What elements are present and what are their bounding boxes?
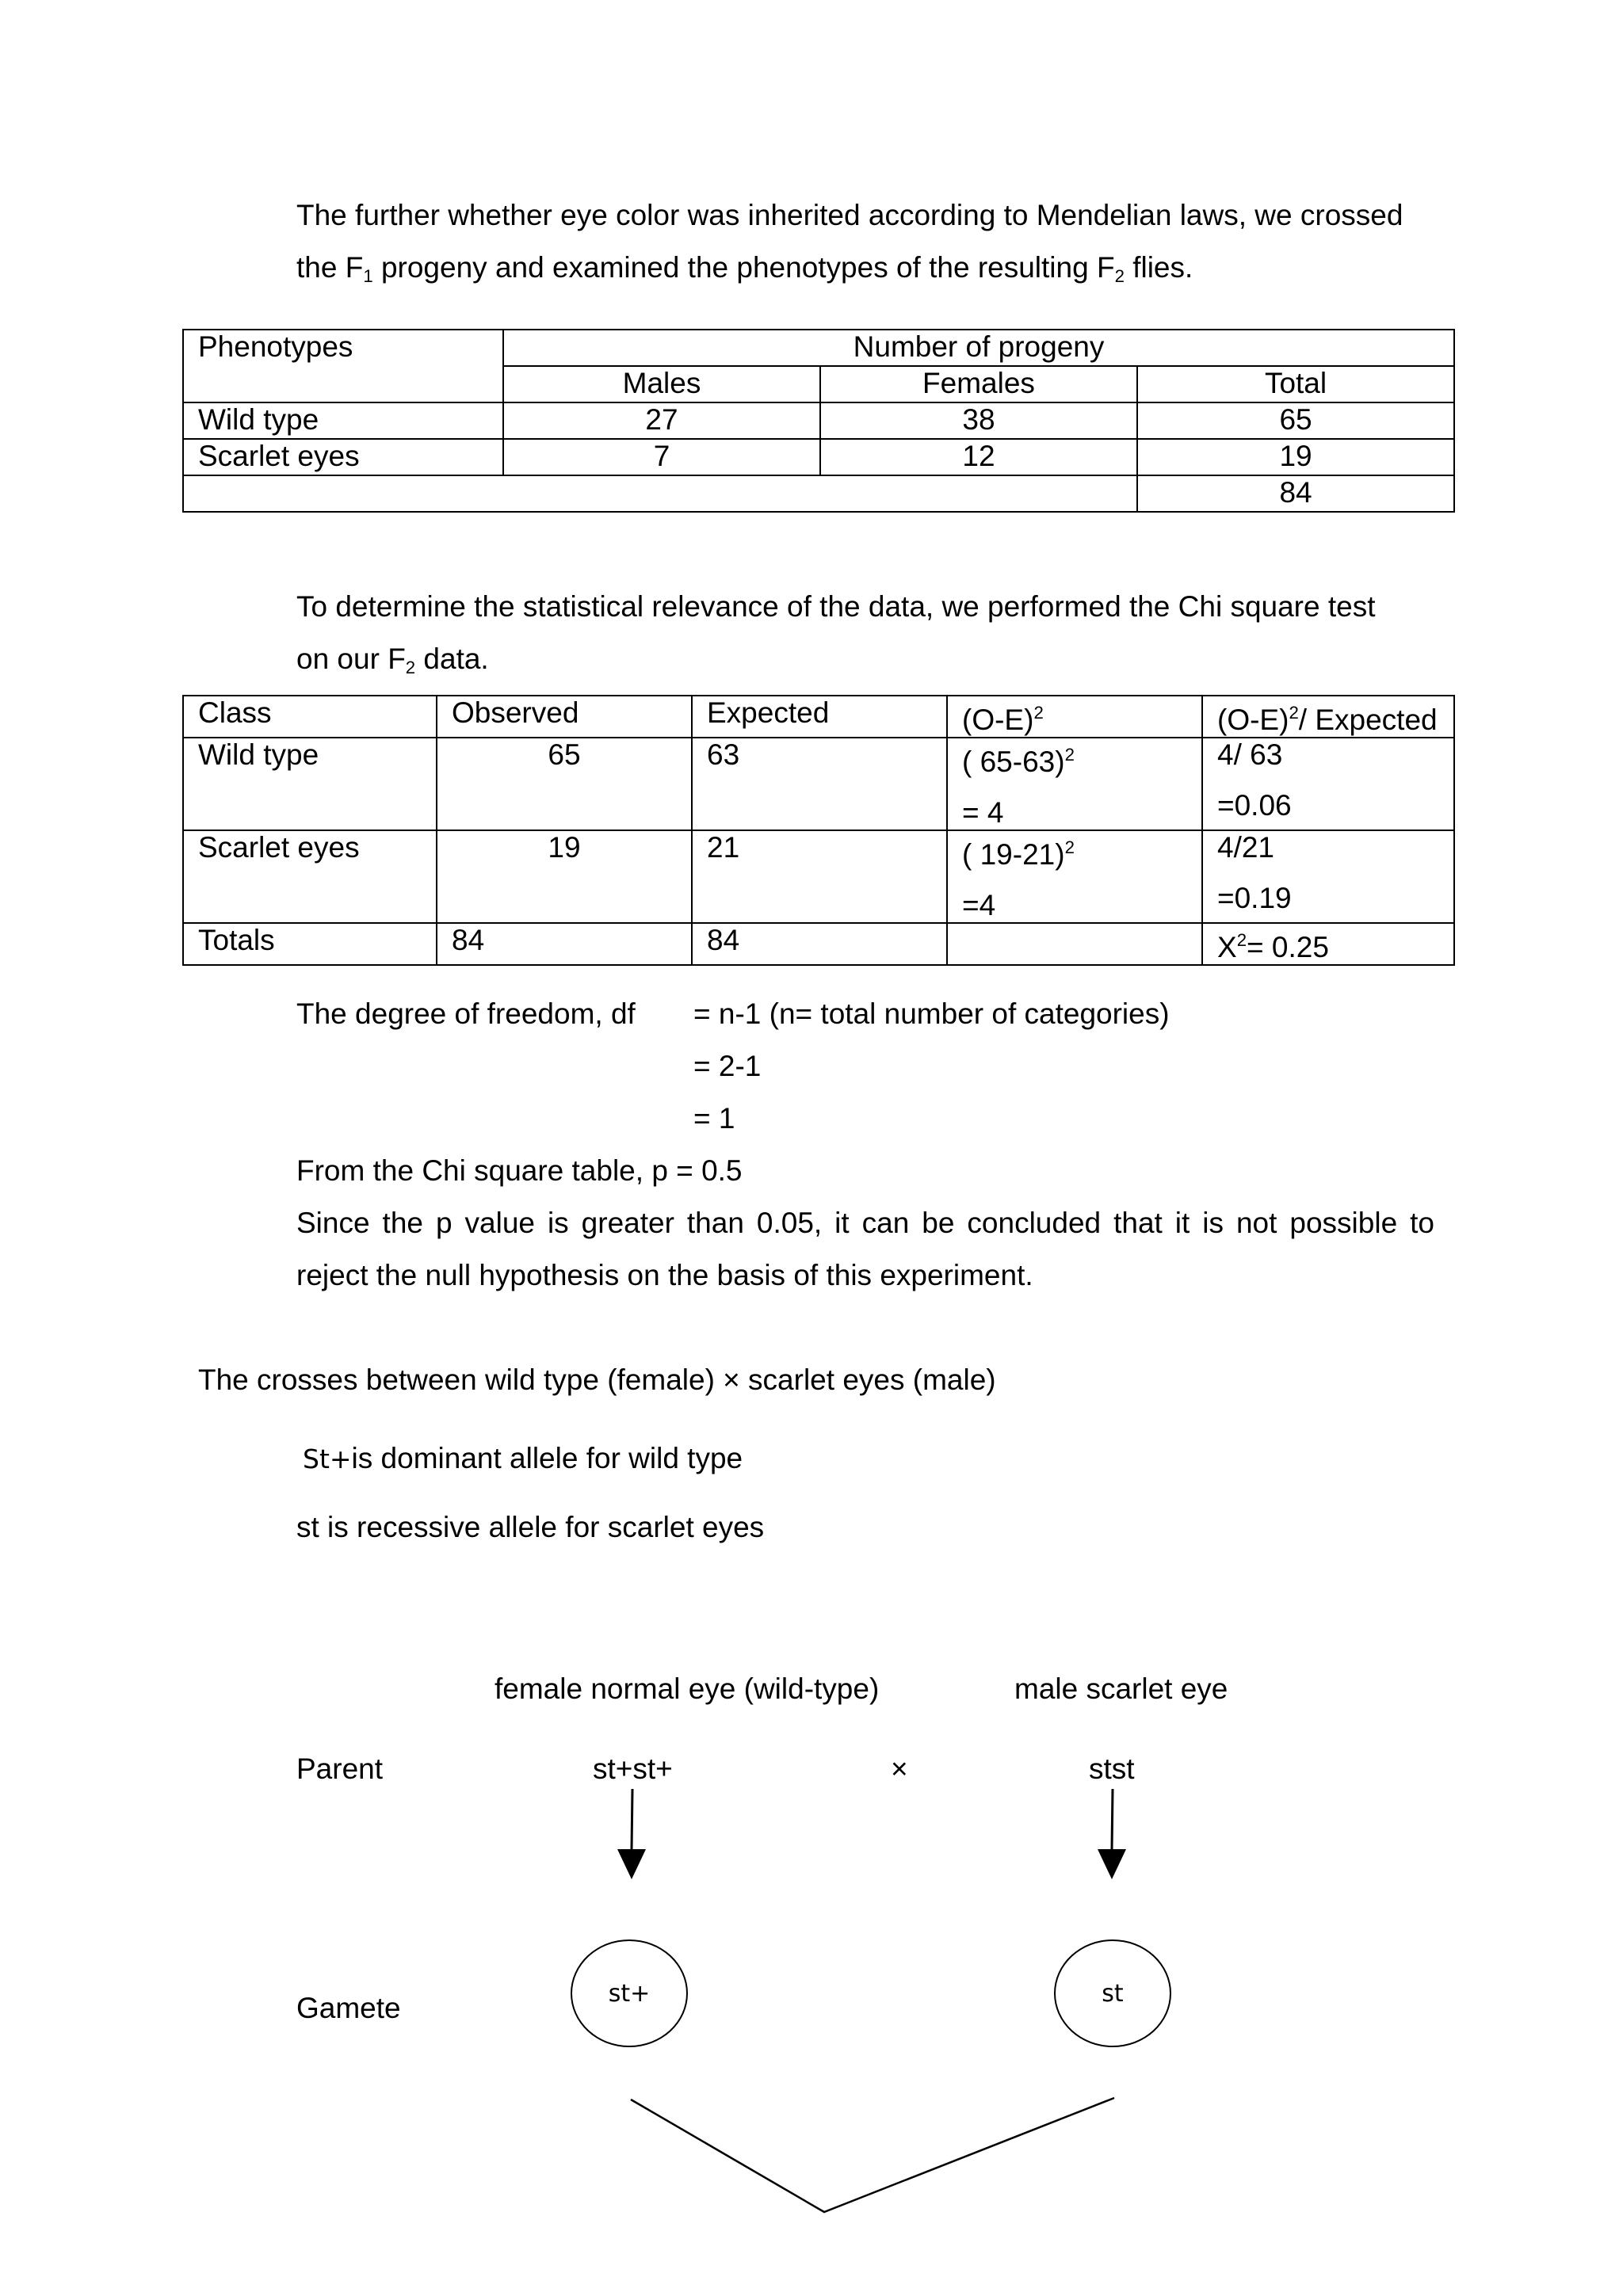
allele-recessive-line: st is recessive allele for scarlet eyes [296, 1511, 765, 1543]
intro-line-2 [296, 242, 1193, 303]
male-gamete-text: st [1102, 1979, 1124, 2008]
class-header: Class [183, 696, 437, 738]
chi-intro-text-1: To determine the statistical relevance of the data, we performed the Chi square test [296, 590, 1376, 623]
females-cell: 38 [820, 402, 1137, 439]
table-row [183, 830, 1454, 923]
oe-expr: ( 65-63) [962, 746, 1065, 778]
dof-eq-1: = n-1 (n= total number of categories) [693, 997, 1170, 1030]
parent-label: Parent [296, 1753, 384, 1785]
oe-result: = 4 [962, 796, 1004, 829]
ratio-header [1202, 696, 1454, 738]
ratio-cell [1202, 830, 1454, 923]
class-cell: Wild type [183, 738, 437, 830]
conclusion-line-1: Since the p value is greater than 0.05, it can be concluded that it is not possible to [296, 1207, 1434, 1239]
dof-eq-2: = 2-1 [693, 1050, 762, 1082]
intro-text-2c: flies. [1124, 251, 1193, 284]
cross-heading: The crosses between wild type (female) × scarlet eyes (male) [198, 1363, 996, 1396]
males-header: Males [503, 366, 820, 402]
intro-line-1 [296, 189, 1403, 242]
oe-squared-sup: 2 [1033, 703, 1044, 723]
ratio-text-b: / Expected [1298, 704, 1438, 736]
table-row [183, 402, 1454, 439]
intro-text-2b: progeny and examined the phenotypes of the resulting F [372, 251, 1115, 284]
chi-intro-text-2b: data. [415, 643, 489, 675]
chi-intro-sub: 2 [405, 658, 416, 677]
conclusion-line-2: reject the null hypothesis on the basis of this experiment. [296, 1259, 1033, 1291]
ratio-expr: 4/21 [1217, 831, 1275, 864]
oe-squared-text: (O-E) [962, 704, 1034, 736]
table-row [183, 439, 1454, 475]
ratio-text-a: (O-E) [1217, 704, 1289, 736]
total-cell: 19 [1137, 439, 1454, 475]
phenotypes-header: Phenotypes [183, 330, 503, 402]
observed-cell: 65 [437, 738, 692, 830]
empty-cell [947, 923, 1202, 965]
male-down-arrow [1098, 1789, 1126, 1879]
intro-sub-2: 2 [1114, 266, 1125, 286]
empty-cell [183, 475, 1137, 512]
ratio-result: =0.06 [1217, 789, 1292, 822]
females-header: Females [820, 366, 1137, 402]
totals-observed: 84 [437, 923, 692, 965]
chi-intro-line-2 [296, 633, 489, 694]
expected-cell: 63 [692, 738, 947, 830]
cross-times-symbol: × [891, 1753, 908, 1785]
row-label: Scarlet eyes [183, 439, 503, 475]
gamete-join-lines [631, 2098, 1114, 2212]
chi-header-row [183, 696, 1454, 738]
oe-cell [947, 738, 1202, 830]
total-header: Total [1137, 366, 1454, 402]
table-row [183, 738, 1454, 830]
female-gamete-text: st+ [608, 1979, 651, 2008]
phenotype-header-row [183, 330, 1454, 366]
chi-square-total [1202, 923, 1454, 965]
oe-result: =4 [962, 889, 996, 921]
ratio-expr: 4/ 63 [1217, 738, 1283, 771]
chi-intro-line-1 [296, 581, 1376, 633]
males-cell: 7 [503, 439, 820, 475]
females-cell: 12 [820, 439, 1137, 475]
number-of-progeny-header: Number of progeny [503, 330, 1454, 366]
expected-cell: 21 [692, 830, 947, 923]
chi-sup: 2 [1236, 930, 1247, 950]
male-genotype: stst [1089, 1753, 1135, 1785]
male-gamete-circle [1054, 1939, 1171, 2047]
observed-header: Observed [437, 696, 692, 738]
chi-square-table [182, 695, 1455, 966]
allele-dominant-line [303, 1432, 743, 1486]
oe-squared-header [947, 696, 1202, 738]
totals-row [183, 923, 1454, 965]
ratio-result: =0.19 [1217, 882, 1292, 914]
males-cell: 27 [503, 402, 820, 439]
expected-header: Expected [692, 696, 947, 738]
intro-text-2a: the F [296, 251, 364, 284]
ratio-cell [1202, 738, 1454, 830]
totals-expected: 84 [692, 923, 947, 965]
ratio-sup: 2 [1289, 703, 1299, 723]
female-label: female normal eye (wild-type) [495, 1672, 880, 1705]
intro-text-1: The further whether eye color was inherited according to Mendelian laws, we crossed [296, 199, 1403, 231]
oe-cell [947, 830, 1202, 923]
intro-sub-1: 1 [363, 266, 373, 286]
p-value-line: From the Chi square table, p = 0.5 [296, 1154, 743, 1187]
grand-total-cell: 84 [1137, 475, 1454, 512]
chi-intro-text-2a: on our F [296, 643, 406, 675]
allele-dominant-symbol: St+ [303, 1444, 352, 1474]
female-down-arrow [617, 1789, 646, 1879]
grand-total-row [183, 475, 1454, 512]
row-label: Wild type [183, 402, 503, 439]
female-genotype: st+st+ [593, 1753, 673, 1785]
chi-value: = 0.25 [1247, 931, 1329, 963]
male-label: male scarlet eye [1014, 1672, 1228, 1705]
totals-label: Totals [183, 923, 437, 965]
total-cell: 65 [1137, 402, 1454, 439]
oe-expr: ( 19-21) [962, 838, 1065, 871]
allele-dominant-text: is dominant allele for wild type [351, 1442, 743, 1474]
oe-sup: 2 [1064, 745, 1075, 765]
oe-sup: 2 [1064, 837, 1075, 857]
phenotype-table [182, 329, 1455, 513]
class-cell: Scarlet eyes [183, 830, 437, 923]
dof-eq-3: = 1 [693, 1102, 735, 1135]
observed-cell: 19 [437, 830, 692, 923]
dof-label: The degree of freedom, df [296, 997, 636, 1030]
chi-symbol: X [1217, 931, 1237, 963]
gamete-label: Gamete [296, 1992, 401, 2024]
female-gamete-circle [571, 1939, 688, 2047]
